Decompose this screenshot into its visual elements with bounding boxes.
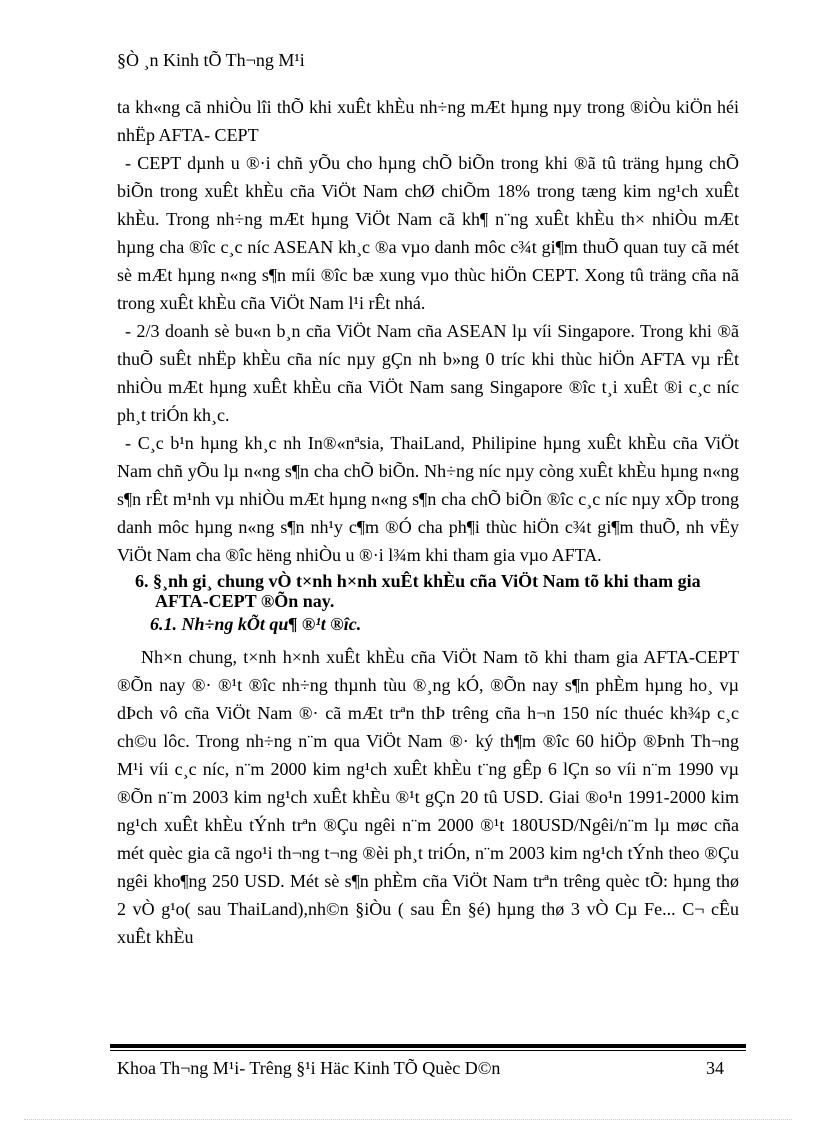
paragraph: ta kh«ng cã nhiÒu lîi thÕ khi xuÊt khÈu nh÷ng mÆt hµng nµy trong ®iÒu kiÖn héi nhËp AFTA- CEPT bbox=[117, 97, 739, 145]
page-header: §Ò ¸n Kinh tÕ Th¬ng M¹i bbox=[117, 50, 305, 70]
bullet-paragraph: - C¸c b¹n hµng kh¸c nh In®«nªsia, ThaiLand, Philipine hµng xuÊt khÈu cña ViÖt Nam chñ yÕu lµ n«ng s¶n cha chÕ biÕn. Nh÷ng níc nµy còng xuÊt khÈu hµng n«ng s¶n rÊt m¹nh vµ nhiÒu mÆt hµng n«ng s¶n cha chÕ biÕn ®îc c¸c níc nµy xÕp trong danh môc hµng n«ng s¶n nh¹y c¶m ®Ó cha ph¶i thùc hiÖn c¾t gi¶m thuÕ, nh vËy ViÖt Nam cha ®îc hëng nhiÒu u ®·i l¾m khi tham gia vµo AFTA. bbox=[117, 433, 739, 565]
page-bottom-divider bbox=[24, 1119, 792, 1120]
subsection-heading: 6.1. Nh÷ng kÕt qu¶ ®¹t ®îc. bbox=[150, 614, 362, 634]
section-heading: 6. §¸nh gi¸ chung vÒ t×nh h×nh xuÊt khÈu cña ViÖt Nam tõ khi tham gia AFTA-CEPT ®Õn nay. bbox=[135, 571, 701, 611]
page-number: 34 bbox=[706, 1058, 724, 1078]
footer-rule-thick bbox=[110, 1044, 746, 1048]
document-body bbox=[117, 93, 739, 951]
footer-text: Khoa Th¬ng M¹i- Trêng §¹i Häc Kinh TÕ Quèc D©n bbox=[117, 1058, 501, 1078]
paragraph: Nh×n chung, t×nh h×nh xuÊt khÈu cña ViÖt Nam tõ khi tham gia AFTA-CEPT ®Õn nay ®· ®¹t ®îc nh÷ng thµnh tùu ®¸ng kÓ, ®Õn nay s¶n phÈm hµng ho¸ vµ dÞch vô cña ViÖt Nam ®· cã mÆt trªn thÞ trêng cña h¬n 150 níc thuéc kh¾p c¸c ch©u lôc. Trong nh÷ng n¨m qua ViÖt Nam ®· ký th¶m ®îc 60 hiÖp ®Þnh Th¬ng M¹i víi c¸c níc, n¨m 2000 kim ng¹ch xuÊt khÈu t¨ng gÊp 6 lÇn so víi n¨m 1990 vµ ®Õn n¨m 2003 kim ng¹ch xuÊt khÈu ®¹t gÇn 20 tû USD. Giai ®o¹n 1991-2000 kim ng¹ch xuÊt khÈu tÝnh trªn ®Çu ngêi n¨m 2000 ®¹t 180USD/Ngêi/n¨m lµ møc cña mét quèc gia cã ngo¹i th¬ng t¬ng ®èi ph¸t triÓn, n¨m 2003 kim ng¹ch tÝnh theo ®Çu ngêi kho¶ng 250 USD. Mét sè s¶n phÈm cña ViÖt Nam trªn trêng quèc tÕ: hµng thø 2 vÒ g¹o( sau ThaiLand),nh©n §iÒu ( sau Ên §é) hµng thø 3 vÒ Cµ Fe... C¬ cÊu xuÊt khÈu bbox=[117, 647, 739, 947]
bullet-paragraph: - CEPT dµnh u ®·i chñ yÕu cho hµng chÕ biÕn trong khi ®ã tû träng hµng chÕ biÕn trong xuÊt khÈu cña ViÖt Nam chØ chiÕm 18% trong tæng kim ng¹ch xuÊt khÈu. Trong nh÷ng mÆt hµng ViÖt Nam cã kh¶ n¨ng xuÊt khÈu th× nhiÒu mÆt hµng cha ®îc c¸c níc ASEAN kh¸c ®a vµo danh môc c¾t gi¶m thuÕ quan tuy cã mét sè mÆt hµng n«ng s¶n míi ®îc bæ xung vµo thùc hiÖn CEPT. Xong tû träng cña nã trong xuÊt khÈu cña ViÖt Nam l¹i rÊt nhá. bbox=[117, 153, 739, 313]
bullet-paragraph: - 2/3 doanh sè bu«n b¸n cña ViÖt Nam cña ASEAN lµ víi Singapore. Trong khi ®ã thuÕ suÊt nhËp khÈu cña níc nµy gÇn nh b»ng 0 tríc khi thùc hiÖn AFTA vµ rÊt nhiÒu mÆt hµng xuÊt khÈu cña ViÖt Nam sang Singapore ®îc t¸i xuÊt ®i c¸c níc ph¸t triÓn kh¸c. bbox=[117, 321, 739, 425]
footer-rule-thin bbox=[110, 1050, 746, 1051]
